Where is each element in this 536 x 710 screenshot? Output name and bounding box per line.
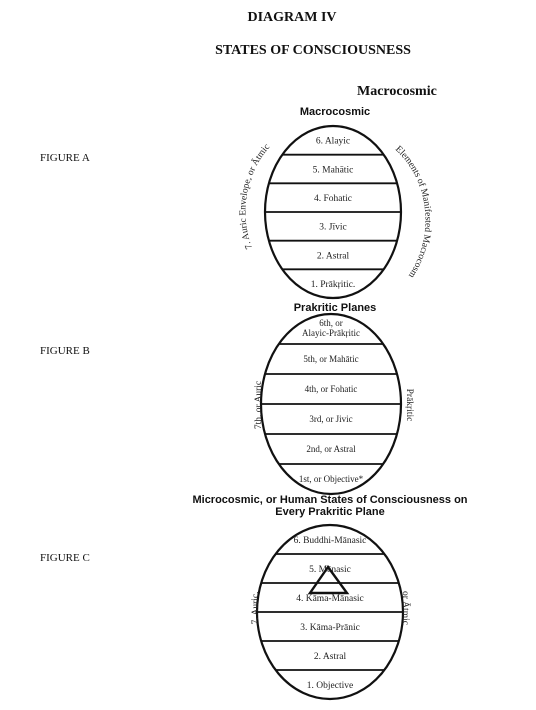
figure-b-label: FIGURE B: [40, 345, 90, 357]
figure-b-heading: Prakritic Planes: [293, 302, 377, 314]
figure-a-label: FIGURE A: [40, 152, 90, 164]
diagram-subtitle: STATES OF CONSCIOUSNESS: [215, 43, 411, 58]
figure-c-right-side-label: or Ātmic: [400, 590, 410, 626]
band-label: 3. Kāma-Prānic: [300, 622, 360, 633]
section-heading: Macrocosmic: [357, 84, 437, 99]
figure-c-heading-line-1: Microcosmic, or Human States of Consciousness on: [192, 494, 468, 506]
figure-c-label: FIGURE C: [40, 552, 90, 564]
band-label: 2nd, or Astral: [306, 444, 356, 455]
figure-b-right-side-label: Prākŗitic: [404, 388, 414, 422]
band-label: 4. Kāma-Mānasic: [296, 593, 364, 604]
band-label: 6. Buddhi-Mānasic: [293, 535, 367, 546]
figure-b-egg: [256, 314, 406, 494]
band-label: 3rd, or Jivic: [309, 414, 353, 425]
band-label: 6th, or Alayic-Prākŗitic: [302, 318, 360, 338]
band-label: 2. Astral: [313, 651, 347, 662]
figure-c-left-side-label: 7. Auric,: [251, 591, 261, 625]
figure-a-heading: Macrocosmic: [299, 106, 371, 118]
figure-a-egg: [260, 126, 406, 298]
figure-b-left-side-label: 7th, or Auric: [254, 380, 264, 430]
figure-c-heading-line-2: Every Prakritic Plane: [275, 506, 385, 518]
band-label: 6. Alayic: [315, 136, 351, 147]
band-label: 1. Prākŗitic.: [310, 279, 356, 290]
band-label: 5. Mānasic: [309, 564, 351, 575]
band-label: 2. Astral: [316, 251, 350, 262]
band-label: 3. Jīvic: [319, 222, 347, 233]
diagram-title: DIAGRAM IV: [247, 10, 337, 25]
band-label: 4. Fohatic: [314, 193, 352, 204]
band-label: 5th, or Mahātic: [303, 354, 359, 365]
figure-a-left-side-label: 7. Auric Envelope, or Ātmic: [238, 142, 273, 251]
band-label: 5. Mahātic: [312, 165, 354, 176]
band-label: 4th, or Fohatic: [304, 384, 358, 395]
band-label: 1. Objective: [306, 680, 354, 691]
figure-a-right-side-label: Elements of Manifested Macrocosm: [393, 144, 433, 280]
figure-c-egg: [252, 525, 408, 699]
band-label: 1st, or Objective*: [298, 474, 364, 485]
